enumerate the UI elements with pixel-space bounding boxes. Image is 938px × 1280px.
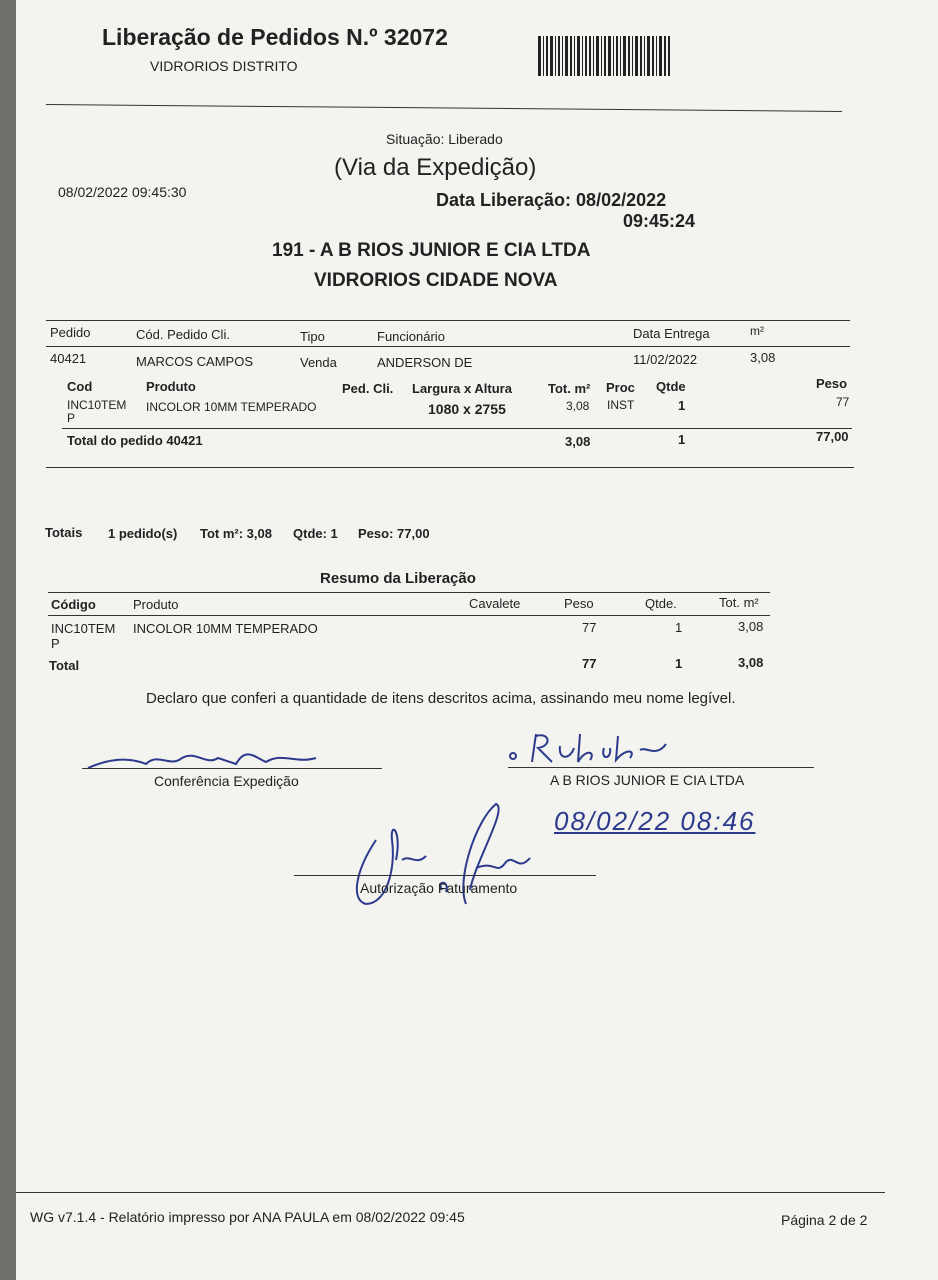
totals-m2: Tot m²: 3,08 xyxy=(200,526,272,541)
item-code: INC10TEM xyxy=(67,398,127,412)
item-col-proc: Proc xyxy=(606,380,635,395)
summary-m2: 3,08 xyxy=(738,619,764,634)
order-m2: 3,08 xyxy=(750,350,776,365)
client-sign-label: A B RIOS JUNIOR E CIA LTDA xyxy=(550,772,745,788)
order-header-rule xyxy=(46,346,850,347)
summary-product: INCOLOR 10MM TEMPERADO xyxy=(133,621,318,636)
order-top-rule xyxy=(46,320,850,321)
summary-code: INC10TEM xyxy=(51,621,116,636)
autorizacao-label: Autorização Faturamento xyxy=(360,880,518,896)
barcode xyxy=(538,36,674,76)
order-total-m2: 3,08 xyxy=(565,434,591,449)
col-pedido: Pedido xyxy=(50,325,91,340)
col-m2: m² xyxy=(750,324,764,338)
item-process: INST xyxy=(607,398,635,412)
header-divider xyxy=(46,104,842,112)
totals-weight: Peso: 77,00 xyxy=(358,526,430,541)
summary-col-tot-m2: Tot. m² xyxy=(719,595,759,610)
paper-edge-shadow xyxy=(0,0,16,1280)
order-bottom-rule xyxy=(46,467,854,468)
item-col-qtde: Qtde xyxy=(656,379,686,394)
item-total-m2: 3,08 xyxy=(566,399,590,413)
summary-total-weight: 77 xyxy=(582,656,597,671)
summary-total-label: Total xyxy=(49,658,80,673)
autorizacao-line xyxy=(294,875,596,876)
summary-header-rule xyxy=(48,615,770,616)
item-col-tot-m2: Tot. m² xyxy=(548,381,591,396)
summary-col-codigo: Código xyxy=(51,597,96,612)
client-line xyxy=(508,767,814,768)
summary-col-cavalete: Cavalete xyxy=(469,596,521,611)
client-name: 191 - A B RIOS JUNIOR E CIA LTDA xyxy=(272,240,591,261)
item-code-cont: P xyxy=(67,411,76,425)
item-dimensions: 1080 x 2755 xyxy=(428,401,506,417)
totals-label: Totais xyxy=(45,525,83,540)
handwritten-date: 08/02/22 08:46 xyxy=(554,806,756,836)
summary-total-qtde: 1 xyxy=(675,656,683,671)
order-total-rule xyxy=(62,428,852,429)
item-col-peso: Peso xyxy=(816,376,848,391)
totals-orders: 1 pedido(s) xyxy=(108,526,178,541)
order-total-peso: 77,00 xyxy=(816,429,849,444)
item-col-ped-cli: Ped. Cli. xyxy=(342,381,394,396)
col-data-entrega: Data Entrega xyxy=(633,326,710,341)
order-number: 40421 xyxy=(50,351,87,366)
order-delivery-date: 11/02/2022 xyxy=(633,352,698,367)
summary-col-qtde: Qtde. xyxy=(645,596,677,611)
order-total-label: Total do pedido 40421 xyxy=(67,433,203,448)
summary-col-produto: Produto xyxy=(133,597,179,612)
client-store: VIDRORIOS CIDADE NOVA xyxy=(314,270,558,291)
col-cod-cli: Cód. Pedido Cli. xyxy=(136,327,230,342)
order-client-code: MARCOS CAMPOS xyxy=(136,354,254,369)
order-employee: ANDERSON DE xyxy=(377,355,473,370)
release-date: Data Liberação: 08/02/2022 xyxy=(436,190,667,210)
copy-type: (Via da Expedição) xyxy=(334,154,537,181)
branch-name: VIDRORIOS DISTRITO xyxy=(150,58,298,74)
autorizacao-signature xyxy=(346,800,546,920)
declaration-text: Declaro que conferi a quantidade de itens descritos acima, assinando meu nome legível. xyxy=(146,690,736,707)
footer-rule xyxy=(16,1192,885,1193)
conferencia-label: Conferência Expedição xyxy=(154,773,299,789)
summary-total-m2: 3,08 xyxy=(738,655,764,670)
item-weight: 77 xyxy=(836,395,850,409)
col-tipo: Tipo xyxy=(300,329,325,344)
item-col-produto: Produto xyxy=(146,379,196,394)
print-datetime: 08/02/2022 09:45:30 xyxy=(58,184,187,200)
document-title: Liberação de Pedidos N.º 32072 xyxy=(102,24,448,50)
col-funcionario: Funcionário xyxy=(377,329,445,344)
summary-qtde: 1 xyxy=(675,620,683,635)
order-total-qtde: 1 xyxy=(678,432,686,447)
page-number: Página 2 de 2 xyxy=(781,1212,868,1228)
footer-print-info: WG v7.1.4 - Relatório impresso por ANA PAULA em 08/02/2022 09:45 xyxy=(30,1209,465,1225)
item-col-dims: Largura x Altura xyxy=(412,381,512,396)
release-time: 09:45:24 xyxy=(623,211,696,231)
item-col-cod: Cod xyxy=(67,379,93,394)
item-quantity: 1 xyxy=(678,398,686,413)
summary-top-rule xyxy=(48,592,770,593)
conferencia-line xyxy=(82,768,382,769)
status-text: Situação: Liberado xyxy=(386,131,503,147)
order-type: Venda xyxy=(300,355,337,370)
item-product: INCOLOR 10MM TEMPERADO xyxy=(146,400,317,414)
summary-col-peso: Peso xyxy=(564,596,594,611)
summary-title: Resumo da Liberação xyxy=(320,570,476,587)
totals-qtde: Qtde: 1 xyxy=(293,526,338,541)
summary-code-cont: P xyxy=(51,636,60,651)
summary-weight: 77 xyxy=(582,620,597,635)
document-page xyxy=(16,0,938,1280)
